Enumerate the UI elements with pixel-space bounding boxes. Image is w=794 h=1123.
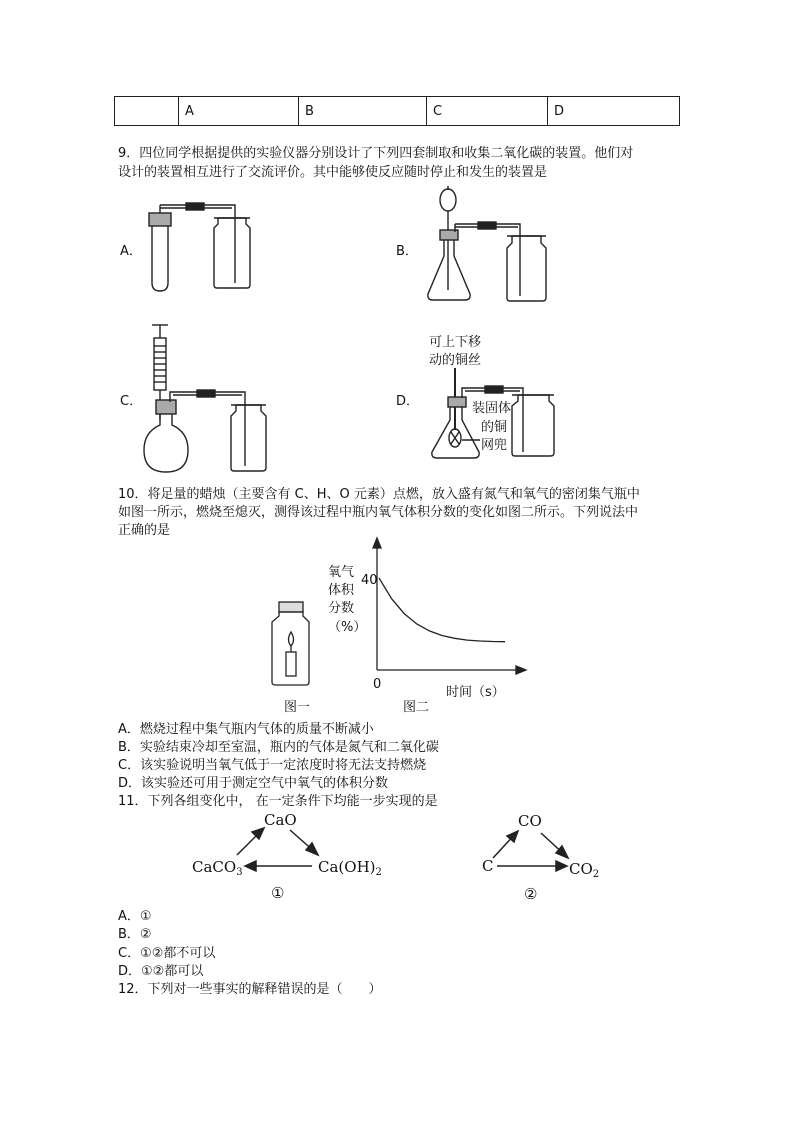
d1-left-sub: 3 xyxy=(236,867,243,878)
q10-option-d: D．该实验还可用于测定空气中氧气的体积分数 xyxy=(118,776,389,791)
table-cell: D xyxy=(548,97,680,126)
q11-option-d: D．①②都可以 xyxy=(118,964,204,979)
q9-label-c: C． xyxy=(120,394,143,409)
d-note-1: 可上下移 xyxy=(429,335,482,350)
d1-right-sub: 2 xyxy=(375,867,382,878)
q9-label-b: B． xyxy=(396,244,418,259)
q10-line2: 如图一所示，燃烧至熄灭，测得该过程中瓶内氧气体积分数的变化如图二所示。下列说法中 xyxy=(118,505,639,520)
q11-option-c: C．①②都不可以 xyxy=(118,946,216,961)
q9-label-a: A． xyxy=(120,244,142,259)
d2-mark: ② xyxy=(524,885,538,903)
fig1-caption: 图一 xyxy=(284,700,311,715)
origin-label: 0 xyxy=(373,677,382,692)
d2-right: CO xyxy=(569,860,593,878)
q10-line3: 正确的是 xyxy=(118,523,171,538)
y-label-4: （%） xyxy=(328,620,367,635)
q9-line2: 设计的装置相互进行了交流评价。其中能够使反应随时停止和发生的装置是 xyxy=(118,165,548,180)
q9-line1: 9．四位同学根据提供的实验仪器分别设计了下列四套制取和收集二氧化碳的装置。他们对 xyxy=(118,146,634,161)
q11-line1: 11．下列各组变化中， 在一定条件下均能一步实现的是 xyxy=(118,794,438,809)
q10-option-b: B．实验结束冷却至室温，瓶内的气体是氮气和二氧化碳 xyxy=(118,740,439,755)
q11-option-b: B．② xyxy=(118,927,152,942)
d2-right-sub: 2 xyxy=(592,869,600,880)
d1-right: Ca(OH) xyxy=(318,858,376,876)
q11-option-a: A．① xyxy=(118,909,152,924)
table-cell: C xyxy=(427,97,548,126)
svg-text:CO2 xyxy=(569,860,599,880)
y-label-1: 氧气 xyxy=(328,565,355,580)
d-note-4: 的铜 xyxy=(481,420,508,435)
fig2-caption: 图二 xyxy=(403,700,430,715)
d1-top: CaO xyxy=(264,811,297,829)
y-label-2: 体积 xyxy=(328,583,355,598)
q10-option-c: C．该实验说明当氧气低于一定浓度时将无法支持燃烧 xyxy=(118,758,427,773)
q10-line1: 10．将足量的蜡烛（主要含有 C、H、O 元素）点燃，放入盛有氮气和氧气的密闭集气瓶中 xyxy=(118,487,640,502)
d-note-5: 网兜 xyxy=(481,438,508,453)
q10-option-a: A．燃烧过程中集气瓶内气体的质量不断减小 xyxy=(118,722,374,737)
d2-top: CO xyxy=(518,812,542,830)
d-note-3: 装固体 xyxy=(472,401,512,416)
table-cell: A xyxy=(179,97,299,126)
d-note-2: 动的铜丝 xyxy=(429,353,482,368)
q12-line1: 12．下列对一些事实的解释错误的是（ ） xyxy=(118,982,382,997)
d1-mark: ① xyxy=(271,884,285,902)
d2-left: C xyxy=(482,857,494,875)
y-tick-40: 40 xyxy=(361,573,378,588)
y-label-3: 分数 xyxy=(328,601,355,616)
q9-label-d: D． xyxy=(396,394,420,409)
table-cell: B xyxy=(299,97,427,126)
x-label: 时间（s） xyxy=(446,685,505,700)
d1-left: CaCO xyxy=(192,858,237,876)
